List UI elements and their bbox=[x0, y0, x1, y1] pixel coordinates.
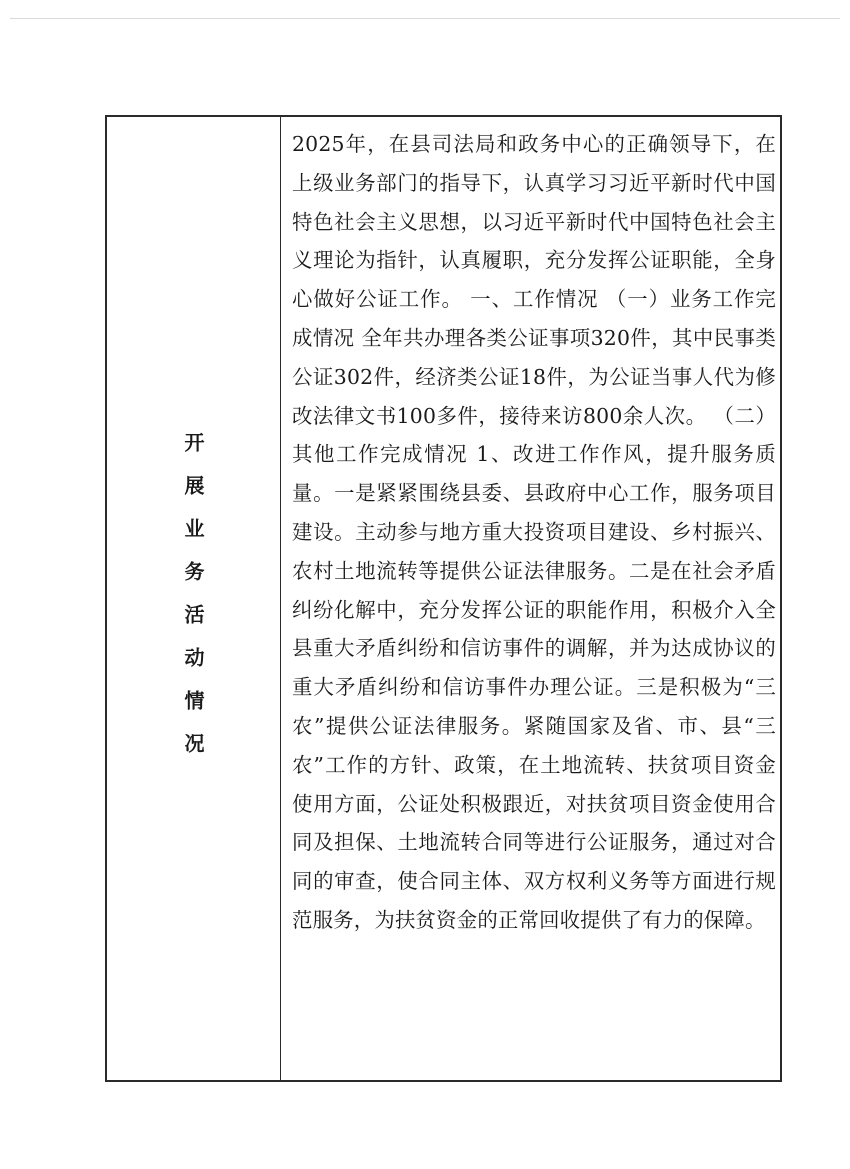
activity-report-table bbox=[105, 115, 782, 1082]
page-top-rule bbox=[10, 18, 840, 19]
section-content-text: 2025年，在县司法局和政务中心的正确领导下，在上级业务部门的指导下，认真学习习近平新时代中国特色社会主义思想，以习近平新时代中国特色社会主义理论为指针，认真履职，充分发挥公证职能，全身心做好公证工作。 一、工作情况 （一）业务工作完成情况 全年共办理各类公证事项320件，其中民事类公证302件，经济类公证18件，为公证当事人代为修改法律文书100多件，接待来访800余人次。 （二）其他工作完成情况 1、改进工作作风，提升服务质量。一是紧紧围绕县委、县政府中心工作，服务项目建设。主动参与地方重大投资项目建设、乡村振兴、农村土地流转等提供公证法律服务。二是在社会矛盾纠纷化解中，充分发挥公证的职能作用，积极介入全县重大矛盾纠纷和信访事件的调解，并为达成协议的重大矛盾纠纷和信访事件办理公证。三是积极为“三农”提供公证法律服务。紧随国家及省、市、县“三农”工作的方针、政策，在土地流转、扶贫项目资金使用方面，公证处积极跟近，对扶贫项目资金使用合同及担保、土地流转合同等进行公证服务，通过对合同的审查，使合同主体、双方权利义务等方面进行规范服务，为扶贫资金的正常回收提供了有力的保障。 bbox=[292, 132, 776, 932]
section-label: 开展业务活动情况 bbox=[181, 431, 205, 776]
section-label-cell bbox=[107, 117, 281, 1080]
section-content-cell bbox=[281, 117, 780, 1080]
